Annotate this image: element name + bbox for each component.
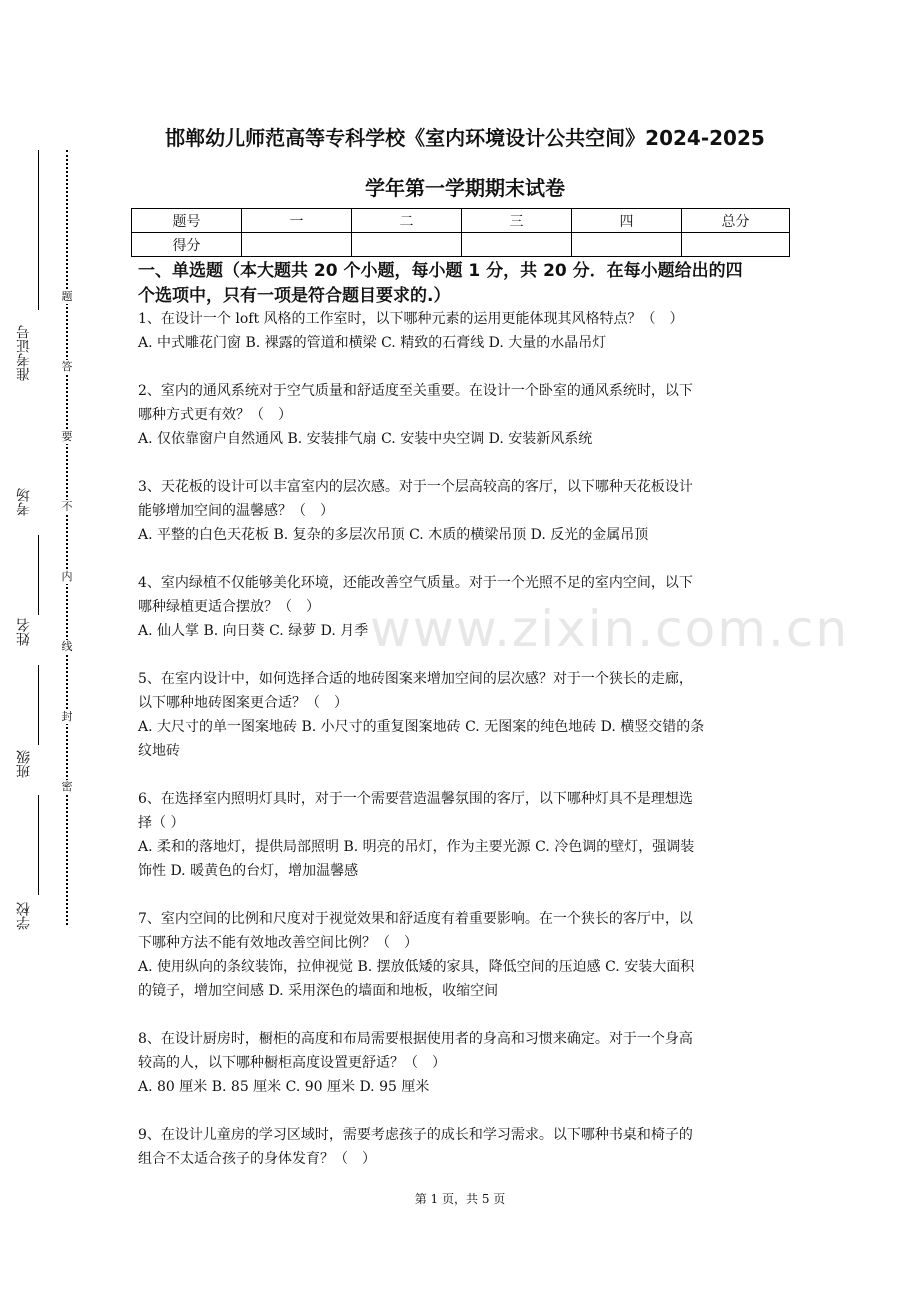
question-stem: 2、室内的通风系统对于空气质量和舒适度至关重要。在设计一个卧室的通风系统时，以下 — [138, 383, 693, 399]
question-options: A. 仙人掌 B. 向日葵 C. 绿萝 D. 月季 — [138, 623, 369, 639]
question-1 — [138, 307, 788, 355]
question-options: A. 中式雕花门窗 B. 裸露的管道和横梁 C. 精致的石膏线 D. 大量的水晶吊灯 — [138, 335, 607, 351]
score-header-cell: 总分 — [682, 209, 790, 233]
seal-char: 线 — [58, 640, 76, 654]
score-table-header-row — [132, 209, 790, 233]
seal-char: 密 — [58, 780, 76, 794]
score-cell — [682, 233, 790, 257]
seal-char: 答 — [58, 360, 76, 374]
question-2 — [138, 379, 788, 451]
question-9 — [138, 1123, 788, 1171]
question-stem: 下哪种方法不能有效地改善空间比例？（ ） — [138, 935, 418, 951]
question-8 — [138, 1027, 788, 1099]
question-list — [138, 307, 788, 1195]
score-header-cell: 二 — [352, 209, 462, 233]
question-3 — [138, 475, 788, 547]
question-stem: 7、室内空间的比例和尺度对于视觉效果和舒适度有着重要影响。在一个狭长的客厅中，以 — [138, 911, 693, 927]
side-field-name: 姓名 — [16, 618, 32, 646]
question-stem: 以下哪种地砖图案更合适？（ ） — [138, 695, 348, 711]
question-options: A. 80 厘米 B. 85 厘米 C. 90 厘米 D. 95 厘米 — [138, 1079, 430, 1095]
question-stem: 8、在设计厨房时，橱柜的高度和布局需要根据使用者的身高和习惯来确定。对于一个身高 — [138, 1031, 693, 1047]
side-field-exam-room: 考场 — [16, 488, 32, 516]
question-stem: 9、在设计儿童房的学习区域时，需要考虑孩子的成长和学习需求。以下哪种书桌和椅子的 — [138, 1127, 693, 1143]
seal-dotted-line — [66, 150, 68, 925]
exam-number-line — [38, 150, 39, 310]
question-options: 的镜子，增加空间感 D. 采用深色的墙面和地板，收缩空间 — [138, 983, 499, 999]
score-cell — [572, 233, 682, 257]
question-stem: 较高的人，以下哪种橱柜高度设置更舒适？（ ） — [138, 1055, 446, 1071]
score-header-cell: 三 — [462, 209, 572, 233]
question-5 — [138, 667, 788, 763]
exam-title-line1: 邯郸幼儿师范高等专科学校《室内环境设计公共空间》2024-2025 — [165, 126, 765, 150]
question-options: A. 仅依靠窗户自然通风 B. 安装排气扇 C. 安装中央空调 D. 安装新风系统 — [138, 431, 593, 447]
score-row-label: 得分 — [132, 233, 242, 257]
score-table-score-row — [132, 233, 790, 257]
question-options: A. 使用纵向的条纹装饰，拉伸视觉 B. 摆放低矮的家具，降低空间的压迫感 C. 安装大面积 — [138, 959, 695, 975]
seal-char: 封 — [58, 710, 76, 724]
page-footer: 第 1 页，共 5 页 — [414, 1192, 506, 1206]
side-field-school: 学校 — [16, 902, 32, 930]
exam-room-line — [38, 535, 39, 615]
question-stem: 6、在选择室内照明灯具时，对于一个需要营造温馨氛围的客厅，以下哪种灯具不是理想选 — [138, 791, 693, 807]
question-stem: 3、天花板的设计可以丰富室内的层次感。对于一个层高较高的客厅，以下哪种天花板设计 — [138, 479, 693, 495]
question-options: 饰性 D. 暖黄色的台灯，增加温馨感 — [138, 863, 359, 879]
exam-title-line2: 学年第一学期期末试卷 — [365, 176, 565, 200]
class-line — [38, 795, 39, 895]
seal-char: 题 — [58, 290, 76, 304]
seal-char: 不 — [58, 500, 76, 514]
name-line — [38, 665, 39, 745]
question-options: A. 柔和的落地灯，提供局部照明 B. 明亮的吊灯，作为主要光源 C. 冷色调的壁灯，强调装 — [138, 839, 695, 855]
score-header-cell: 一 — [242, 209, 352, 233]
section-heading — [138, 259, 788, 309]
question-options: 纹地砖 — [138, 743, 180, 759]
side-field-class: 班级 — [16, 750, 32, 778]
score-cell — [352, 233, 462, 257]
section-heading-line1: 一、单选题（本大题共 20 个小题，每小题 1 分，共 20 分．在每小题给出的四 — [138, 261, 743, 281]
question-options: A. 大尺寸的单一图案地砖 B. 小尺寸的重复图案地砖 C. 无图案的纯色地砖 D. 横竖交错的条 — [138, 719, 705, 735]
score-header-cell: 四 — [572, 209, 682, 233]
seal-char: 要 — [58, 430, 76, 444]
question-stem: 能够增加空间的温馨感？（ ） — [138, 503, 334, 519]
question-stem: 哪种绿植更适合摆放？（ ） — [138, 599, 320, 615]
question-6 — [138, 787, 788, 883]
question-stem: 1、在设计一个 loft 风格的工作室时，以下哪种元素的运用更能体现其风格特点？（ ） — [138, 311, 684, 327]
score-cell — [242, 233, 352, 257]
score-header-cell: 题号 — [132, 209, 242, 233]
binding-strip — [0, 140, 110, 940]
question-options: A. 平整的白色天花板 B. 复杂的多层次吊顶 C. 木质的横梁吊顶 D. 反光的金属吊顶 — [138, 527, 649, 543]
side-field-exam-number: 准考证号 — [16, 325, 32, 381]
section-heading-line2: 个选项中，只有一项是符合题目要求的.） — [138, 286, 451, 306]
seal-char: 内 — [58, 570, 76, 584]
question-stem: 择（ ） — [138, 815, 185, 831]
watermark: www.zixin.com.cn — [370, 600, 850, 658]
score-table — [131, 208, 790, 257]
question-stem: 组合不太适合孩子的身体发育？（ ） — [138, 1151, 376, 1167]
question-7 — [138, 907, 788, 1003]
question-stem: 4、室内绿植不仅能够美化环境，还能改善空气质量。对于一个光照不足的室内空间，以下 — [138, 575, 693, 591]
question-stem: 5、在室内设计中，如何选择合适的地砖图案来增加空间的层次感？对于一个狭长的走廊， — [138, 671, 693, 687]
question-4 — [138, 571, 788, 643]
score-cell — [462, 233, 572, 257]
question-stem: 哪种方式更有效？（ ） — [138, 407, 292, 423]
